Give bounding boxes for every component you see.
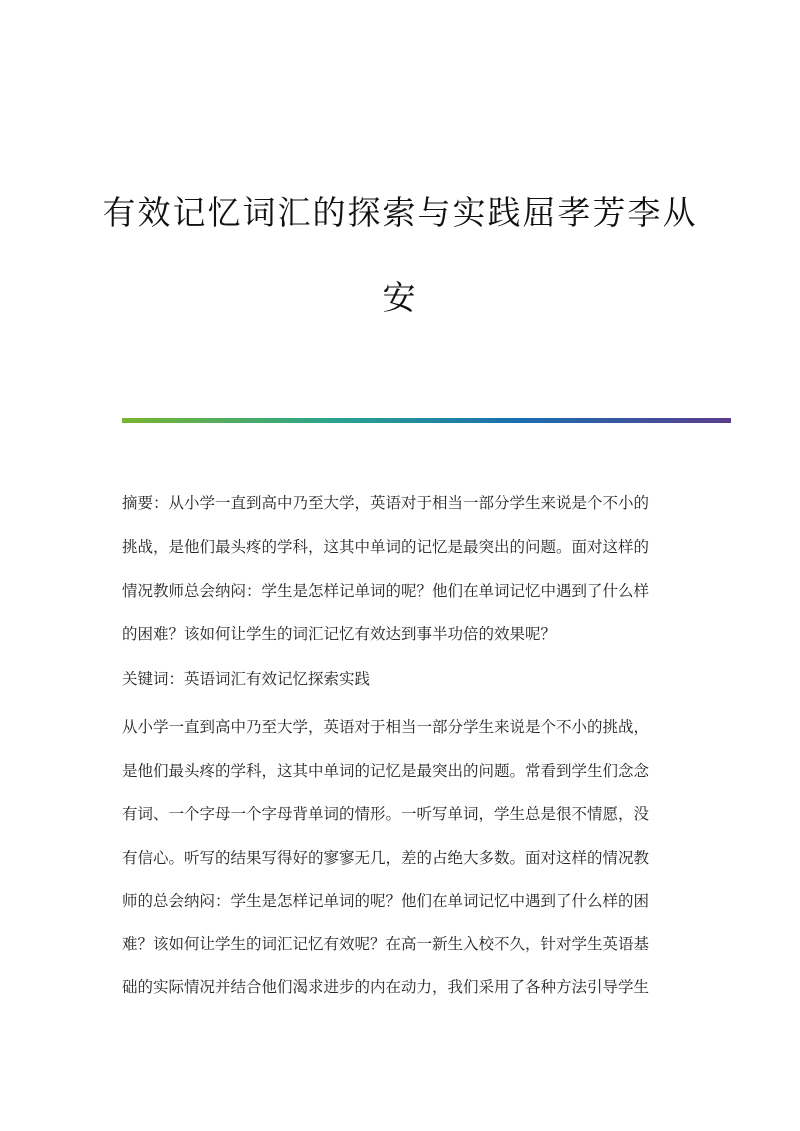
title-line-2: 安 bbox=[382, 278, 418, 317]
abstract-line-4: 的困难？该如何让学生的词汇记忆有效达到事半功倍的效果呢？ bbox=[122, 625, 557, 643]
body-line-2: 是他们最头疼的学科，这其中单词的记忆是最突出的问题。常看到学生们念念 bbox=[122, 762, 650, 780]
body-line-1: 从小学一直到高中乃至大学，英语对于相当一部分学生来说是个不小的挑战， bbox=[122, 718, 650, 736]
abstract-line-3: 情况教师总会纳闷：学生是怎样记单词的呢？他们在单词记忆中遇到了什么样 bbox=[122, 582, 650, 600]
body-line-4: 有信心。听写的结果写得好的寥寥无几，差的占绝大多数。面对这样的情况教 bbox=[122, 849, 650, 867]
abstract-line-2: 挑战，是他们最头疼的学科，这其中单词的记忆是最突出的问题。面对这样的 bbox=[122, 538, 650, 556]
body-line-7: 础的实际情况并结合他们渴求进步的内在动力，我们采用了各种方法引导学生 bbox=[122, 978, 650, 996]
abstract-line-1: 摘要：从小学一直到高中乃至大学，英语对于相当一部分学生来说是个不小的 bbox=[122, 494, 650, 512]
body-line-6: 难？该如何让学生的词汇记忆有效呢？在高一新生入校不久，针对学生英语基 bbox=[122, 935, 650, 953]
body-line-5: 师的总会纳闷：学生是怎样记单词的呢？他们在单词记忆中遇到了什么样的困 bbox=[122, 892, 650, 910]
body-line-3: 有词、一个字母一个字母背单词的情形。一听写单词，学生总是很不情愿，没 bbox=[122, 805, 650, 823]
keywords-line: 关键词：英语词汇有效记忆探索实践 bbox=[122, 670, 371, 688]
title-line-1: 有效记忆词汇的探索与实践屈孝芳李从 bbox=[102, 193, 698, 232]
gradient-divider bbox=[122, 418, 731, 423]
